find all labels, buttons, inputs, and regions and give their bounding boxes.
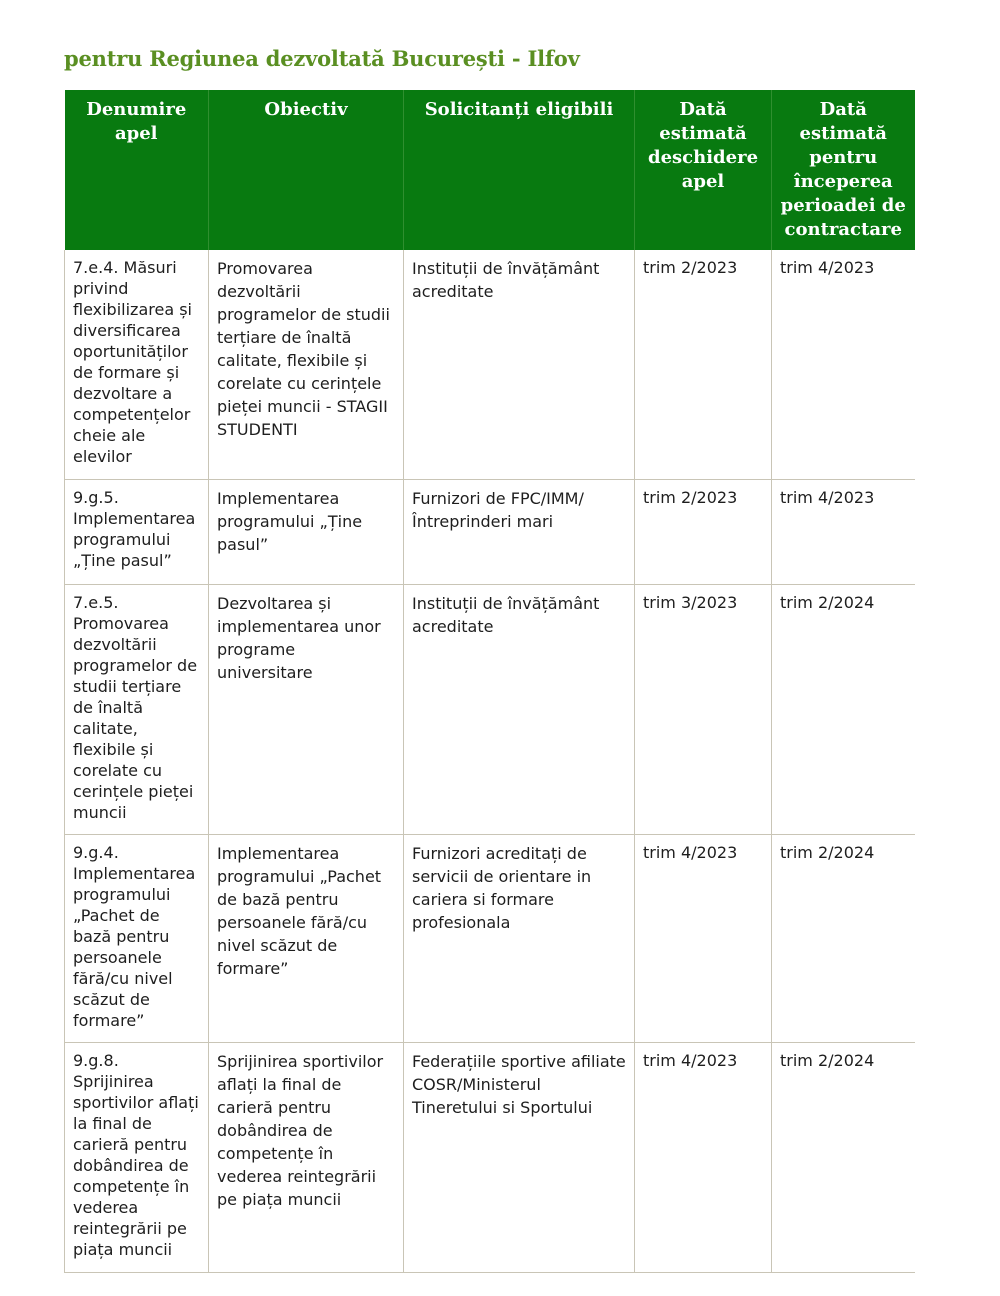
open-date-cell: trim 4/2023 xyxy=(635,834,772,1042)
applicants-cell: Instituții de învățământ acreditate xyxy=(404,250,635,479)
contract-date-cell: trim 4/2023 xyxy=(772,479,915,584)
open-date-cell: trim 4/2023 xyxy=(635,1042,772,1272)
open-date-cell: trim 3/2023 xyxy=(635,584,772,834)
objective-cell: Implementarea programului „Pachet de bază pentru persoanele fără/cu nivel scăzut de formare” xyxy=(209,834,404,1042)
table-header-row xyxy=(65,90,915,250)
page-heading: pentru Regiunea dezvoltată București - Ilfov xyxy=(64,46,580,71)
contract-date-cell: trim 2/2024 xyxy=(772,584,915,834)
header-open-date: Dată estimată deschidere apel xyxy=(635,90,772,250)
contract-date-cell: trim 2/2024 xyxy=(772,1042,915,1272)
contract-date-cell: trim 4/2023 xyxy=(772,250,915,479)
call-name-cell: 7.e.5. Promovarea dezvoltării programelor de studii terțiare de înaltă calitate, flexibile și corelate cu cerințele pieței muncii xyxy=(65,584,209,834)
applicants-cell: Federațiile sportive afiliate COSR/Ministerul Tineretului si Sportului xyxy=(404,1042,635,1272)
table-row xyxy=(65,584,915,834)
objective-cell: Dezvoltarea și implementarea unor programe universitare xyxy=(209,584,404,834)
call-name-cell: 9.g.4. Implementarea programului „Pachet de bază pentru persoanele fără/cu nivel scăzut de formare” xyxy=(65,834,209,1042)
objective-cell: Promovarea dezvoltării programelor de studii terțiare de înaltă calitate, flexibile și corelate cu cerințele pieței muncii - STAGII STUDENTI xyxy=(209,250,404,479)
header-call-name: Denumire apel xyxy=(65,90,209,250)
open-date-cell: trim 2/2023 xyxy=(635,479,772,584)
table-row xyxy=(65,250,915,479)
call-name-cell: 9.g.8. Sprijinirea sportivilor aflați la final de carieră pentru dobândirea de competențe în vederea reintegrării pe piața muncii xyxy=(65,1042,209,1272)
header-objective: Obiectiv xyxy=(209,90,404,250)
header-eligible-applicants: Solicitanți eligibili xyxy=(404,90,635,250)
applicants-cell: Instituții de învățământ acreditate xyxy=(404,584,635,834)
objective-cell: Implementarea programului „Ține pasul” xyxy=(209,479,404,584)
call-name-cell: 9.g.5. Implementarea programului „Ține pasul” xyxy=(65,479,209,584)
applicants-cell: Furnizori de FPC/IMM/ Întreprinderi mari xyxy=(404,479,635,584)
open-date-cell: trim 2/2023 xyxy=(635,250,772,479)
contract-date-cell: trim 2/2024 xyxy=(772,834,915,1042)
header-contract-date: Dată estimată pentru începerea perioadei de contractare xyxy=(772,90,915,250)
applicants-cell: Furnizori acreditați de servicii de orientare in cariera si formare profesionala xyxy=(404,834,635,1042)
funding-calls-table xyxy=(64,90,915,1273)
table-row xyxy=(65,834,915,1042)
objective-cell: Sprijinirea sportivilor aflați la final de carieră pentru dobândirea de competențe în vederea reintegrării pe piața muncii xyxy=(209,1042,404,1272)
table-row xyxy=(65,1042,915,1272)
call-name-cell: 7.e.4. Măsuri privind flexibilizarea și diversificarea oportunităților de formare și dezvoltare a competențelor cheie ale elevilor xyxy=(65,250,209,479)
table-row xyxy=(65,479,915,584)
